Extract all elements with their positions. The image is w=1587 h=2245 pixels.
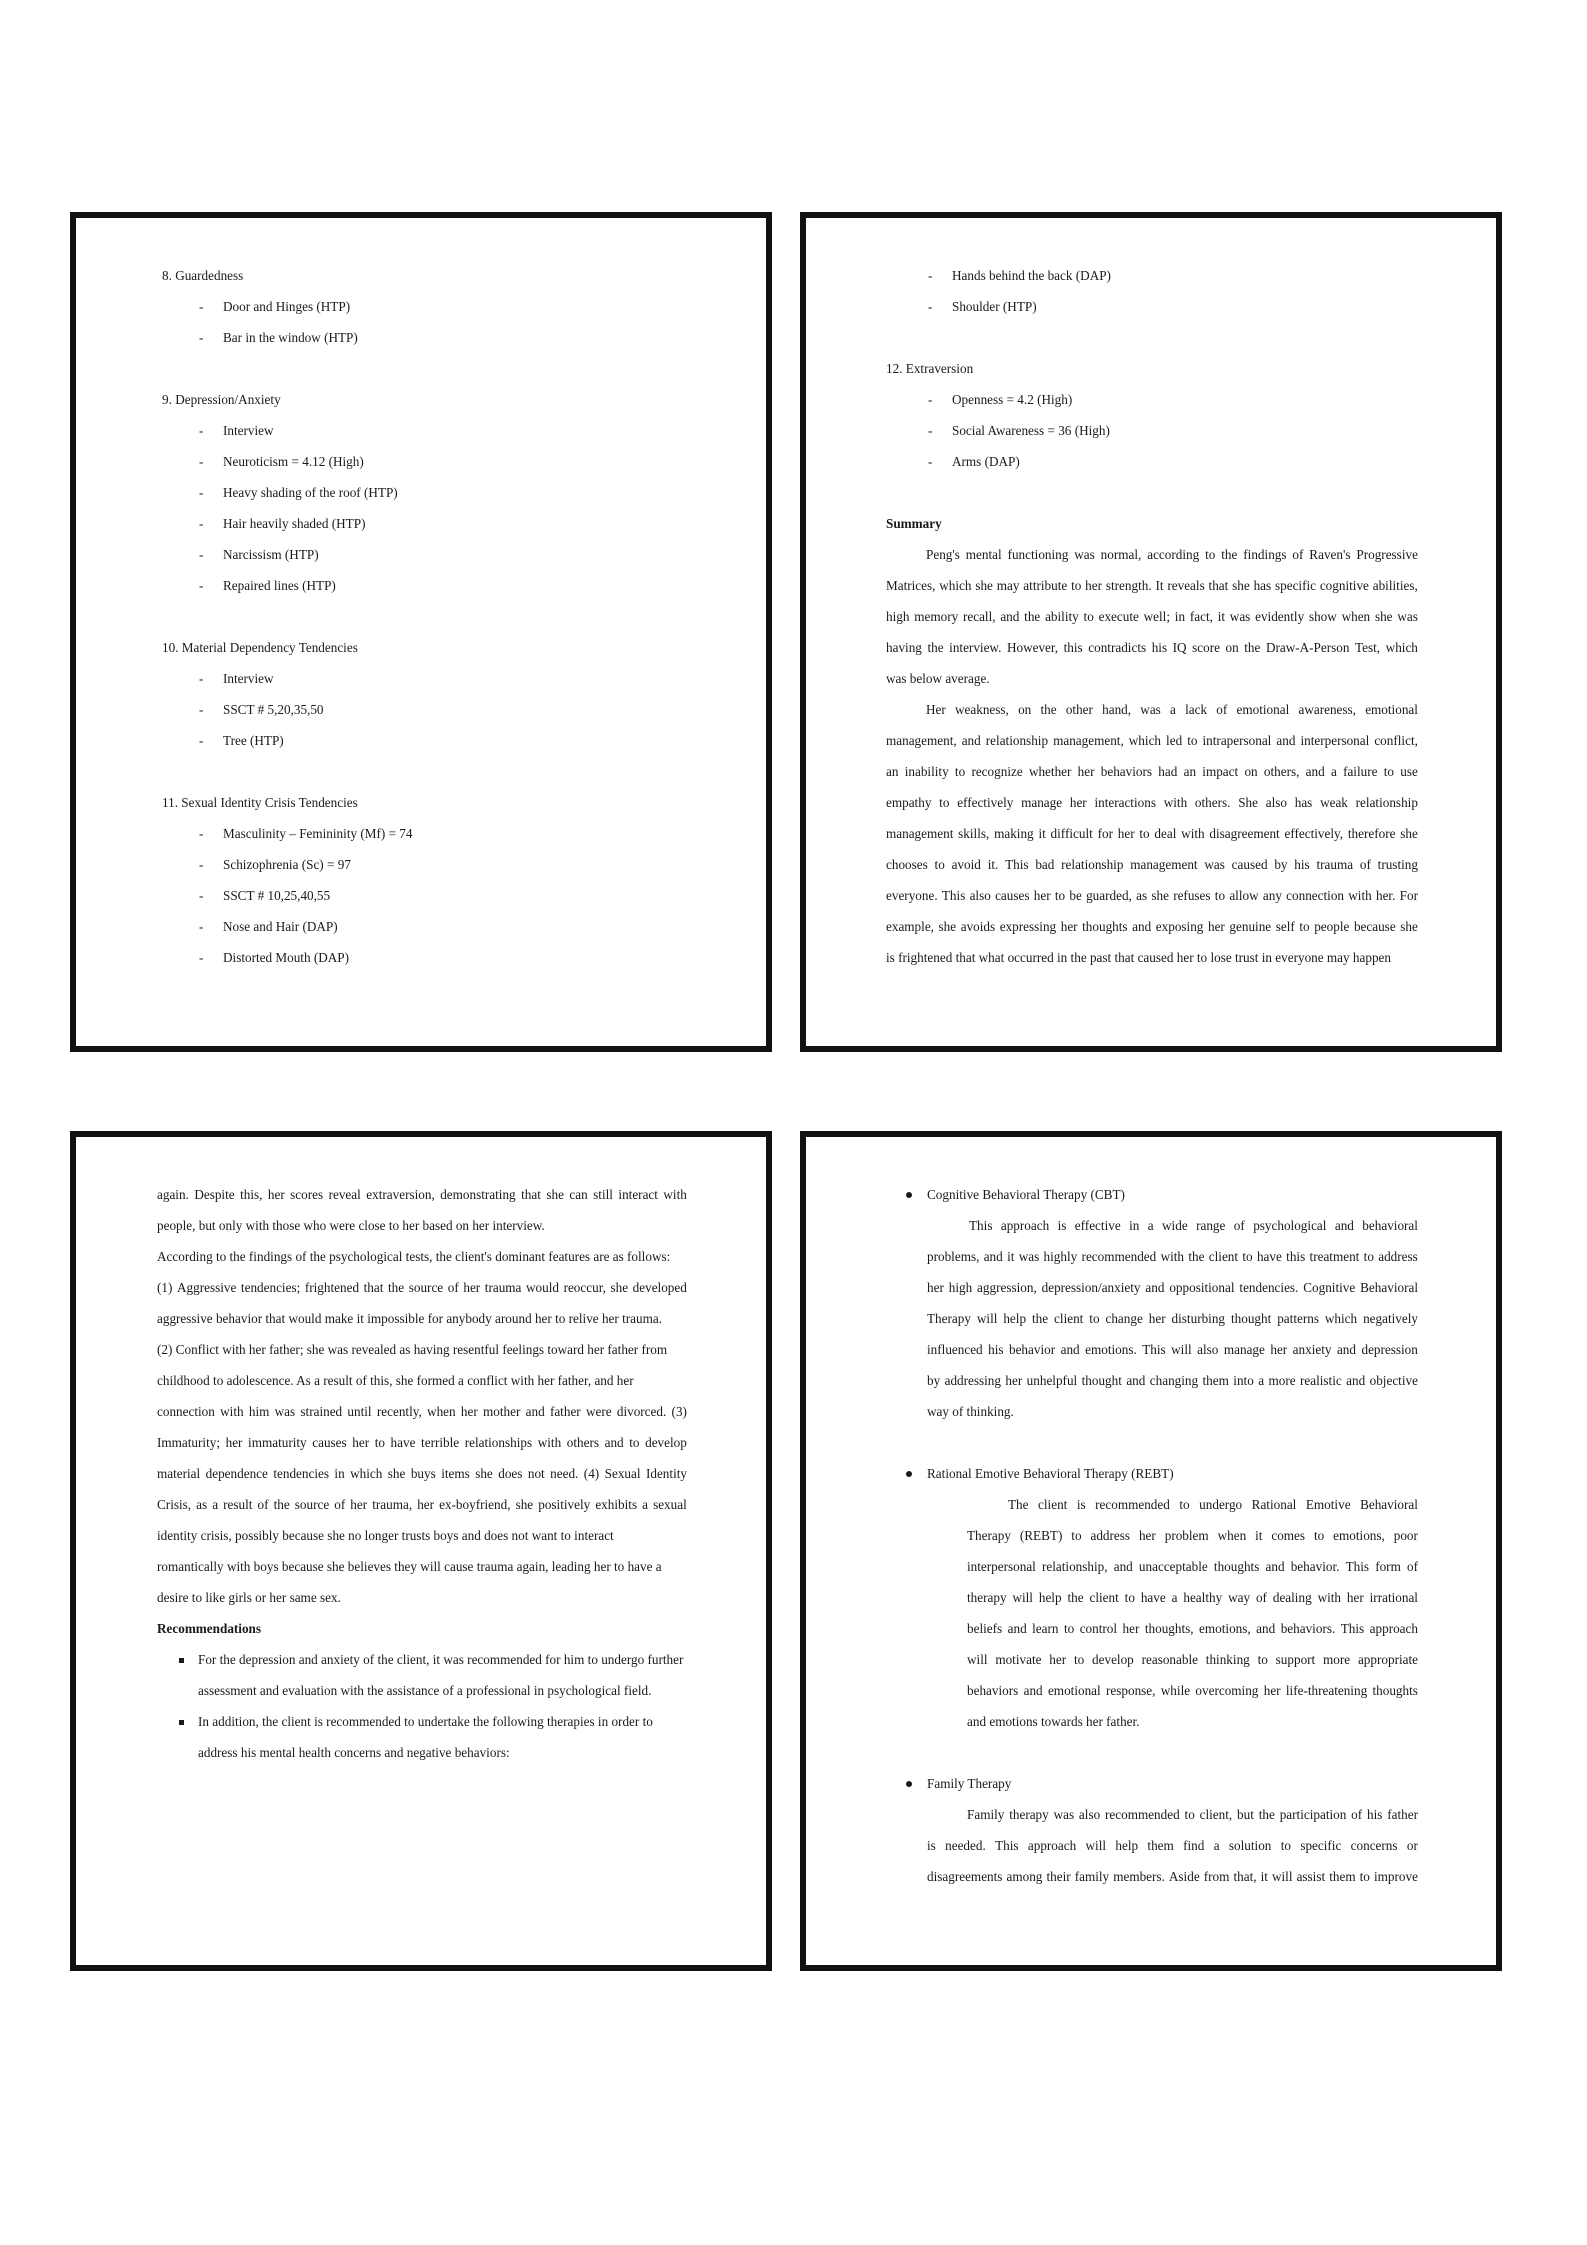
paragraph-line: aggressive behavior that would make it impossible for anybody around her to relive her trauma. — [157, 1311, 663, 1326]
paragraph-line: romantically with boys because she believes they will cause trauma again, leading her to have a — [157, 1559, 662, 1574]
list-item: SSCT # 5,20,35,50 — [223, 702, 324, 717]
paragraph-line: childhood to adolescence. As a result of this, she formed a conflict with her father, and her — [157, 1373, 634, 1388]
paragraph-line: behaviors and emotional response, while overcoming her life-threatening thoughts — [967, 1683, 1418, 1698]
paragraph-line: influenced his behavior and emotions. This will also manage her anxiety and depression — [927, 1342, 1418, 1357]
list-item: Nose and Hair (DAP) — [223, 919, 338, 934]
dash-bullet: - — [199, 454, 204, 469]
paragraph-line: again. Despite this, her scores reveal extraversion, demonstrating that she can still interact with — [157, 1187, 687, 1202]
paragraph-line: by addressing her unhelpful thought and changing them into a more realistic and objective — [927, 1373, 1418, 1388]
paragraph-line: everyone. This also causes her to be guarded, as she refuses to allow any connection with her. For — [886, 888, 1418, 903]
paragraph-line: her high aggression, depression/anxiety and oppositional tendencies. Cognitive Behavioral — [927, 1280, 1418, 1295]
paragraph-line: Matrices, which she may attribute to her strength. It reveals that she has specific cognitive abilities, — [886, 578, 1418, 593]
list-item: Masculinity – Femininity (Mf) = 74 — [223, 826, 413, 841]
list-item: Arms (DAP) — [952, 454, 1020, 469]
paragraph-line: disagreements among their family members. Aside from that, it will assist them to improve — [927, 1869, 1418, 1884]
list-item: Bar in the window (HTP) — [223, 330, 358, 345]
paragraph-line: (2) Conflict with her father; she was revealed as having resentful feelings toward her father from — [157, 1342, 668, 1357]
recommendation-line: For the depression and anxiety of the client, it was recommended for him to undergo further — [198, 1652, 684, 1667]
dash-bullet: - — [199, 485, 204, 500]
dash-bullet: - — [199, 857, 204, 872]
recommendation-line: assessment and evaluation with the assistance of a professional in psychological field. — [198, 1683, 652, 1698]
dash-bullet: - — [199, 888, 204, 903]
dash-bullet: - — [199, 733, 204, 748]
list-item: Neuroticism = 4.12 (High) — [223, 454, 364, 469]
paragraph-line: This approach is effective in a wide range of psychological and behavioral — [969, 1218, 1418, 1233]
paragraph-line: is needed. This approach will help them find a solution to specific concerns or — [927, 1838, 1418, 1853]
bullet-square — [179, 1720, 184, 1725]
paragraph-line: Therapy (REBT) to address her problem when it comes to emotions, poor — [967, 1528, 1418, 1543]
paragraph-line: material dependence tendencies in which she buys items she does not need. (4) Sexual Identity — [157, 1466, 687, 1481]
paragraph-line: problems, and it was highly recommended with the client to have this treatment to address — [927, 1249, 1418, 1264]
paragraph-line: is frightened that what occurred in the past that caused her to lose trust in everyone may happen — [886, 950, 1391, 965]
recommendation-line: In addition, the client is recommended to undertake the following therapies in order to — [198, 1714, 653, 1729]
item-heading-sexual-identity: 11. Sexual Identity Crisis Tendencies — [162, 795, 358, 810]
dash-bullet: - — [199, 578, 204, 593]
paragraph-line: Family therapy was also recommended to client, but the participation of his father — [967, 1807, 1418, 1822]
bullet-dot — [906, 1471, 912, 1477]
paragraph-line: Therapy will help the client to change her disturbing thought patterns which negatively — [927, 1311, 1418, 1326]
dash-bullet: - — [199, 330, 204, 345]
list-item: Tree (HTP) — [223, 733, 284, 748]
item-heading-depression-anxiety: 9. Depression/Anxiety — [162, 392, 281, 407]
paragraph-line: Her weakness, on the other hand, was a lack of emotional awareness, emotional — [926, 702, 1418, 717]
dash-bullet: - — [928, 268, 933, 283]
list-item: Schizophrenia (Sc) = 97 — [223, 857, 351, 872]
paragraph-line: will motivate her to develop reasonable thinking to support more appropriate — [967, 1652, 1418, 1667]
dash-bullet: - — [199, 950, 204, 965]
dash-bullet: - — [928, 392, 933, 407]
paragraph-line: According to the findings of the psychological tests, the client's dominant features are as follows: — [157, 1249, 671, 1264]
paragraph-line: connection with him was strained until recently, when her mother and father were divorced. (3) — [157, 1404, 687, 1419]
bullet-dot — [906, 1192, 912, 1198]
dash-bullet: - — [928, 299, 933, 314]
bullet-dot — [906, 1781, 912, 1787]
paragraph-line: an inability to recognize whether her behaviors had an impact on others, and a failure to use — [886, 764, 1418, 779]
paragraph-line: identity crisis, possibly because she no longer trusts boys and does not want to interact — [157, 1528, 614, 1543]
summary-heading: Summary — [886, 516, 942, 531]
dash-bullet: - — [928, 423, 933, 438]
paragraph-line: desire to like girls or her same sex. — [157, 1590, 341, 1605]
paragraph-line: therapy will help the client to have a healthy way of dealing with her irrational — [967, 1590, 1418, 1605]
paragraph-line: high memory recall, and the ability to execute well; in fact, it was evidently show when she was — [886, 609, 1418, 624]
item-heading-guardedness: 8. Guardedness — [162, 268, 244, 283]
list-item: Door and Hinges (HTP) — [223, 299, 351, 314]
document-page-4 — [800, 1131, 1502, 1971]
paragraph-line: empathy to effectively manage her interactions with others. She also has weak relationship — [886, 795, 1418, 810]
paragraph-line: people, but only with those who were close to her based on her interview. — [157, 1218, 545, 1233]
paragraph-line: Crisis, as a result of the source of her trauma, her ex-boyfriend, she positively exhibits a sexual — [157, 1497, 687, 1512]
list-item: Hair heavily shaded (HTP) — [223, 516, 366, 531]
paragraph-line: beliefs and learn to control her thoughts, emotions, and behaviors. This approach — [967, 1621, 1418, 1636]
dash-bullet: - — [199, 826, 204, 841]
dash-bullet: - — [199, 919, 204, 934]
document-page-2 — [800, 212, 1502, 1052]
list-item: Shoulder (HTP) — [952, 299, 1037, 314]
item-heading-material-dependency: 10. Material Dependency Tendencies — [162, 640, 358, 655]
paragraph-line: management, and relationship management, which led to intrapersonal and interpersonal conflict, — [886, 733, 1418, 748]
list-item: Narcissism (HTP) — [223, 547, 319, 562]
bullet-square — [179, 1658, 184, 1663]
paragraph-line: Peng's mental functioning was normal, according to the findings of Raven's Progressive — [926, 547, 1418, 562]
therapy-title-family: Family Therapy — [927, 1776, 1012, 1791]
therapy-title-rebt: Rational Emotive Behavioral Therapy (REBT) — [927, 1466, 1174, 1481]
paragraph-line: way of thinking. — [927, 1404, 1014, 1419]
list-item: Interview — [223, 423, 274, 438]
dash-bullet: - — [199, 423, 204, 438]
dash-bullet: - — [928, 454, 933, 469]
recommendation-line: address his mental health concerns and negative behaviors: — [198, 1745, 510, 1760]
document-page-3 — [70, 1131, 772, 1971]
list-item: Hands behind the back (DAP) — [952, 268, 1111, 283]
paragraph-line: (1) Aggressive tendencies; frightened that the source of her trauma would reoccur, she developed — [157, 1280, 687, 1295]
therapy-title-cbt: Cognitive Behavioral Therapy (CBT) — [927, 1187, 1125, 1202]
paragraph-line: management skills, making it difficult for her to deal with disagreement effectively, therefore she — [886, 826, 1418, 841]
dash-bullet: - — [199, 702, 204, 717]
recommendations-heading: Recommendations — [157, 1621, 262, 1636]
paragraph-line: having the interview. However, this contradicts his IQ score on the Draw-A-Person Test, which — [886, 640, 1418, 655]
list-item: Openness = 4.2 (High) — [952, 392, 1073, 407]
paragraph-line: Immaturity; her immaturity causes her to have terrible relationships with others and to develop — [157, 1435, 687, 1450]
dash-bullet: - — [199, 547, 204, 562]
paragraph-line: interpersonal relationship, and unacceptable thoughts and behavior. This form of — [967, 1559, 1418, 1574]
list-item: Heavy shading of the roof (HTP) — [223, 485, 398, 500]
list-item: Repaired lines (HTP) — [223, 578, 336, 593]
item-heading-extraversion: 12. Extraversion — [886, 361, 974, 376]
list-item: Interview — [223, 671, 274, 686]
list-item: Social Awareness = 36 (High) — [952, 423, 1110, 438]
dash-bullet: - — [199, 299, 204, 314]
dash-bullet: - — [199, 671, 204, 686]
document-page-1 — [70, 212, 772, 1052]
paragraph-line: and emotions towards her father. — [967, 1714, 1140, 1729]
list-item: SSCT # 10,25,40,55 — [223, 888, 331, 903]
paragraph-line: The client is recommended to undergo Rational Emotive Behavioral — [1008, 1497, 1418, 1512]
list-item: Distorted Mouth (DAP) — [223, 950, 350, 965]
paragraph-line: was below average. — [886, 671, 990, 686]
dash-bullet: - — [199, 516, 204, 531]
paragraph-line: chooses to avoid it. This bad relationship management was caused by his trauma of trusting — [886, 857, 1418, 872]
paragraph-line: example, she avoids expressing her thoughts and exposing her genuine self to people because she — [886, 919, 1418, 934]
